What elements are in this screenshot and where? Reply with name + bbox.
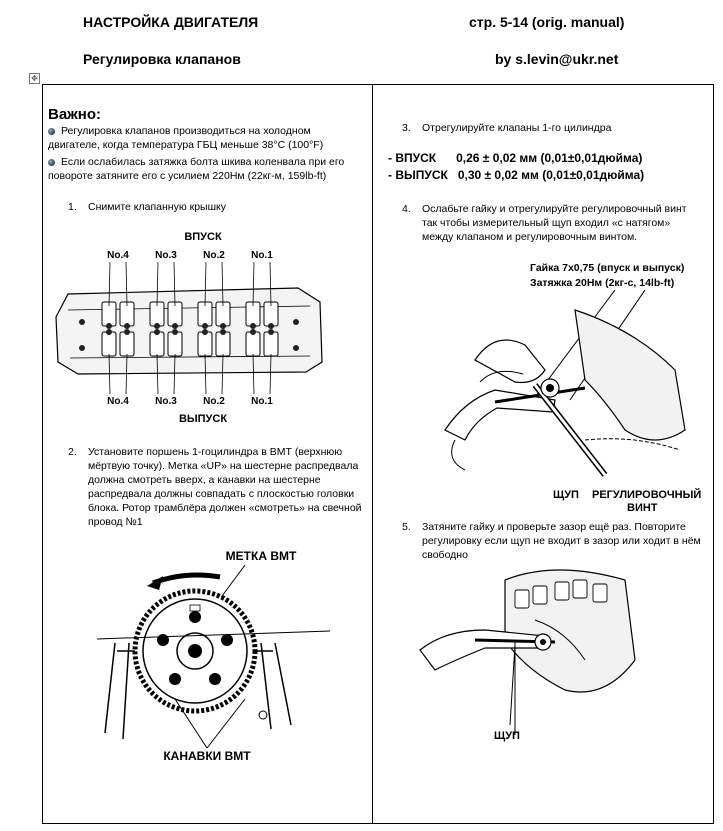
step-4-number: 4.	[402, 203, 411, 215]
tdc-grooves-label: КАНАВКИ ВМТ	[163, 749, 251, 763]
step-1-text: Снимите клапанную крышку	[88, 201, 226, 213]
cam-gear-figure	[95, 543, 345, 765]
step-5-text: Затяните гайку и проверьте зазор ещё раз. Повторите регулировку если щуп не входит в зазор или ходит в нём свободно	[422, 521, 701, 561]
step-2-number: 2.	[68, 446, 77, 458]
tdc-mark-label: МЕТКА ВМТ	[225, 549, 297, 563]
exhaust-label: ВЫПУСК	[178, 413, 228, 425]
exhaust-cyl-label: No.1	[251, 396, 273, 407]
important-title: Важно:	[48, 106, 102, 123]
exhaust-cyl-label: No.4	[107, 396, 129, 407]
page-title: НАСТРОЙКА ДВИГАТЕЛЯ	[83, 14, 259, 30]
bullet-icon	[48, 128, 55, 135]
step-5-number: 5.	[402, 521, 411, 533]
step-3-text: Отрегулируйте клапаны 1-го цилиндра	[422, 122, 612, 134]
important-bullet-2: Если ослабилась затяжка болта шкива коленвала при его повороте затяните его с усилием 220Нм (22кг-м, 159lb-ft)	[48, 156, 345, 182]
step-3-number: 3.	[402, 122, 411, 134]
feeler-check-figure	[415, 560, 640, 735]
intake-clearance-spec: - ВПУСК 0,26 ± 0,02 мм (0,01±0,01дюйма)	[388, 151, 643, 165]
author: by s.levin@ukr.net	[495, 51, 619, 67]
probe-label-2: ЩУП	[494, 730, 520, 742]
probe-label: ЩУП	[553, 489, 579, 501]
bullet-icon	[48, 159, 55, 166]
nut-spec-line-1: Гайка 7х0,75 (впуск и выпуск)	[530, 262, 685, 274]
step-4-text: Ослабьте гайку и отрегулируйте регулировочный винт так чтобы измерительный щуп входил «с натягом» между клапаном и регулировочным винтом.	[422, 203, 687, 243]
step-2-text: Установите поршень 1-гоцилиндра в ВМТ (верхнюю мёртвую точку). Метка «UP» на шестерне распредвала должна смотреть вверх, а канавки на шестерне распредвала должны совпадать с плоскостью головки блока. Ротор трамблёра должен «смотреть» на свечной провод №1	[88, 446, 362, 528]
valve-adjust-figure	[435, 290, 705, 490]
valve-layout-figure	[48, 222, 368, 434]
exhaust-clearance-spec: - ВЫПУСК 0,30 ± 0,02 мм (0,01±0,01дюйма)	[388, 168, 645, 182]
intake-label: ВПУСК	[184, 231, 222, 243]
intake-cyl-label: No.2	[203, 250, 225, 261]
exhaust-cyl-label: No.2	[203, 396, 225, 407]
exhaust-cyl-label: No.3	[155, 396, 177, 407]
adjusting-screw-label-2: ВИНТ	[627, 502, 658, 514]
intake-cyl-label: No.4	[107, 250, 129, 261]
page-subtitle: Регулировка клапанов	[83, 51, 241, 67]
step-1-number: 1.	[68, 201, 77, 213]
table-move-handle-icon[interactable]: ✥	[29, 73, 40, 84]
column-divider	[372, 84, 373, 824]
page-reference: стр. 5-14 (orig. manual)	[469, 14, 625, 30]
important-bullet-1: Регулировка клапанов производиться на холодном двигателе, когда температура ГБЦ меньше 38°C (100°F)	[48, 125, 324, 151]
intake-cyl-label: No.1	[251, 250, 273, 261]
intake-cyl-label: No.3	[155, 250, 177, 261]
nut-spec-line-2: Затяжка 20Нм (2кг-с, 14lb-ft)	[530, 277, 675, 289]
adjusting-screw-label-1: РЕГУЛИРОВОЧНЫЙ	[592, 489, 702, 501]
